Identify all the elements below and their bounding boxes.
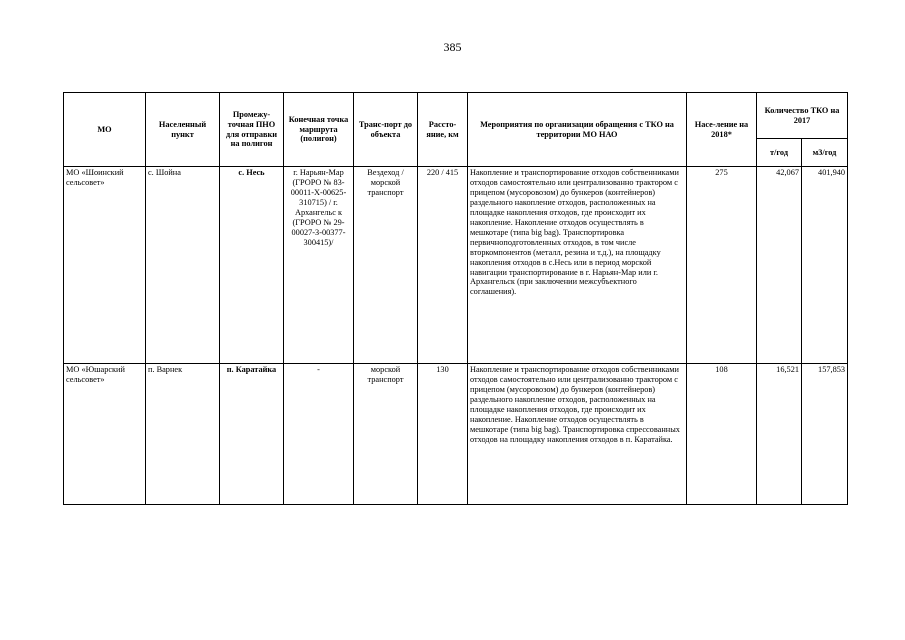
table-row (64, 167, 848, 364)
header-settlement: Населенный пункт (146, 93, 220, 167)
header-intermediate: Промежу-точная ПНО для отправки на полигон (220, 93, 284, 167)
cell-endpoint: - (284, 364, 354, 505)
cell-settlement: с. Шойна (146, 167, 220, 364)
header-endpoint: Конечная точка маршрута (полигон) (284, 93, 354, 167)
header-mo: МО (64, 93, 146, 167)
cell-measures: Накопление и транспортирование отходов собственниками отходов самостоятельно или централизованно трактором с прицепом (мусоровозом) до бункеров (контейнеров) раздельного накопление отходов, расположенных на площадке накопления отходов, где происходит их накопление. Накопление отходов осуществлять в мешкотаре (типа big bag). Транспортировка первичноподготовленных отходов, в том числе вторкомпонентов (металл, резина и т.д.), на площадку накопления отходов в с.Несь или в период морской навигации транспортирование в г. Нарьян-Мар или г. Архангельск (при заключении межсубъектного соглашения). (468, 167, 687, 364)
header-transport: Транс-порт до объекта (354, 93, 418, 167)
header-tko-group: Количество ТКО на 2017 (757, 93, 848, 139)
cell-distance: 130 (418, 364, 468, 505)
cell-mo: МО «Юшарский сельсовет» (64, 364, 146, 505)
cell-transport: Вездеход / морской транспорт (354, 167, 418, 364)
header-measures: Мероприятия по организации обращения с ТКО на территории МО НАО (468, 93, 687, 167)
cell-intermediate: с. Несь (220, 167, 284, 364)
cell-intermediate: п. Каратайка (220, 364, 284, 505)
cell-settlement: п. Варнек (146, 364, 220, 505)
table-header-row (64, 93, 848, 139)
cell-population: 275 (687, 167, 757, 364)
tko-routes-table (63, 92, 848, 505)
header-tko-m3: м3/год (802, 139, 848, 167)
cell-tko-tons: 42,067 (757, 167, 802, 364)
cell-tko-m3: 401,940 (802, 167, 848, 364)
cell-tko-tons: 16,521 (757, 364, 802, 505)
cell-distance: 220 / 415 (418, 167, 468, 364)
cell-population: 108 (687, 364, 757, 505)
header-tko-tons: т/год (757, 139, 802, 167)
cell-mo: МО «Шоинский сельсовет» (64, 167, 146, 364)
page-number: 385 (443, 40, 462, 54)
table-row (64, 364, 848, 505)
cell-tko-m3: 157,853 (802, 364, 848, 505)
cell-endpoint: г. Нарьян-Мар (ГРОРО № 83-00011-Х-00625-310715) / г. Архангельс к (ГРОРО № 29-00027-З-00377-300415)/ (284, 167, 354, 364)
header-population: Насе-ление на 2018* (687, 93, 757, 167)
cell-measures: Накопление и транспортирование отходов собственниками отходов самостоятельно или централизованно трактором с прицепом (мусоровозом) до бункеров (контейнеров) раздельного накопление отходов, расположенных на площадке накопления отходов, где происходит их накопление. Накопление отходов осуществлять в мешкотаре (типа big bag). Транспортировка спрессованных отходов на площадку накопления отходов в п. Каратайка. (468, 364, 687, 505)
header-distance: Рассто-яние, км (418, 93, 468, 167)
cell-transport: морской транспорт (354, 364, 418, 505)
